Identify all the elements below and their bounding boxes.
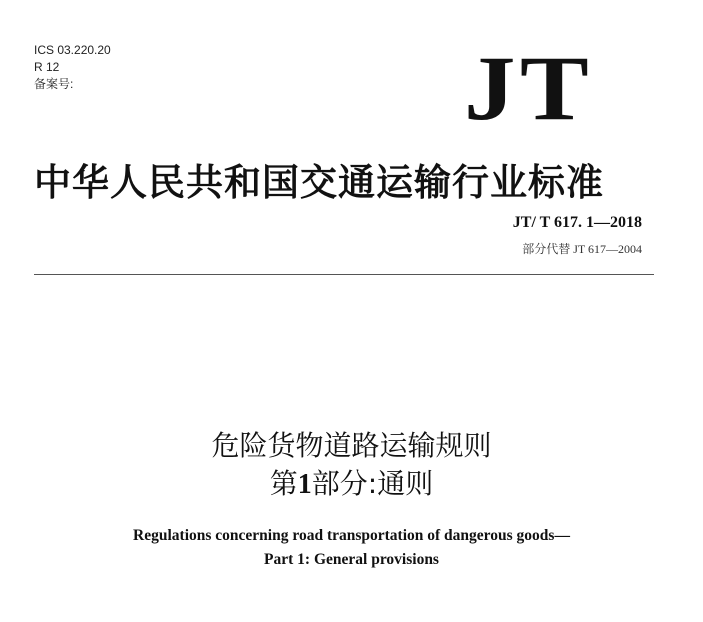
subtitle-prefix: 第 bbox=[269, 467, 298, 500]
standard-title: 中华人民共和国交通运输行业标准 bbox=[34, 161, 604, 204]
header-meta bbox=[34, 42, 111, 93]
replaces-note: 部分代替 JT 617—2004 bbox=[522, 242, 642, 256]
jt-logo: JT bbox=[464, 37, 594, 139]
part-number: 1 bbox=[297, 469, 312, 500]
standard-number: JT/ T 617. 1—2018 bbox=[512, 214, 642, 231]
classification-code: R 12 bbox=[34, 60, 60, 74]
header-divider bbox=[34, 274, 654, 275]
ics-code: ICS 03.220.20 bbox=[34, 43, 111, 57]
record-number-label: 备案号: bbox=[34, 77, 74, 91]
document-title-cn: 危险货物道路运输规则 bbox=[211, 429, 492, 462]
subtitle-suffix: 部分:通则 bbox=[311, 467, 434, 500]
document-subtitle-cn bbox=[0, 462, 703, 502]
document-title-en: Regulations concerning road transportation of dangerous goods— bbox=[133, 527, 570, 544]
document-subtitle-en: Part 1: General provisions bbox=[264, 551, 439, 568]
